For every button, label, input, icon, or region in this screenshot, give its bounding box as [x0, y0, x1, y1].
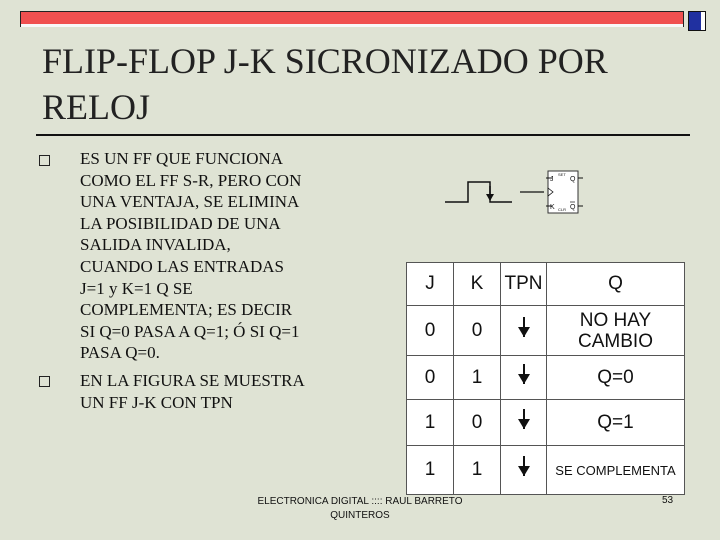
title-line-1: FLIP-FLOP J-K SICRONIZADO POR: [42, 41, 608, 81]
cell-j: 0: [407, 356, 454, 400]
cell-tpn: [501, 400, 547, 446]
cell-j: 0: [407, 306, 454, 356]
pin-q-label: Q: [570, 176, 576, 183]
table-row: [407, 400, 685, 446]
header-q: Q: [547, 263, 685, 306]
cell-j: 1: [407, 400, 454, 446]
cell-k: 1: [454, 446, 501, 495]
corner-decorative-box: [688, 11, 706, 31]
header-tpn: TPN: [501, 263, 547, 306]
title-underline: [36, 134, 690, 136]
footer-credit: [250, 495, 470, 523]
bullet-square-icon: [39, 155, 50, 166]
footer-line-1: ELECTRONICA DIGITAL :::: RAUL BARRETO: [257, 496, 463, 507]
cell-k: 0: [454, 400, 501, 446]
cell-j: 1: [407, 446, 454, 495]
down-arrow-icon: [518, 456, 530, 478]
page-number: 53: [662, 495, 674, 506]
table-row: [407, 306, 685, 356]
top-decorative-bar: [20, 11, 684, 27]
cell-tpn: [501, 356, 547, 400]
footer-line-2: QUINTEROS: [330, 510, 390, 521]
bullet-text-2: EN LA FIGURA SE MUESTRA UN FF J-K CON TPN: [80, 371, 305, 412]
down-arrow-icon: [518, 317, 530, 339]
header-j: J: [407, 263, 454, 306]
table-header-row: [407, 263, 685, 306]
cell-tpn: [501, 306, 547, 356]
header-k: K: [454, 263, 501, 306]
slide-title: [42, 38, 692, 130]
set-label: SET: [558, 172, 566, 177]
down-arrow-icon: [518, 364, 530, 386]
table-row: [407, 356, 685, 400]
down-arrow-icon: [518, 409, 530, 431]
q-line-2: CAMBIO: [578, 330, 653, 352]
cell-q: SE COMPLEMENTA: [547, 446, 685, 495]
q-line-1: NO HAY: [579, 309, 652, 331]
pin-j-label: J: [550, 176, 554, 183]
cell-k: 0: [454, 306, 501, 356]
cell-q: Q=0: [547, 356, 685, 400]
falling-edge-arrow-icon: [486, 194, 494, 201]
bullet-square-icon: [39, 376, 50, 387]
table-row: [407, 446, 685, 495]
pin-qbar-label: Q: [570, 204, 576, 211]
cell-q: Q=1: [547, 400, 685, 446]
clr-label: CLR: [558, 207, 567, 212]
title-line-2: RELOJ: [42, 87, 150, 127]
pin-k-label: K: [550, 204, 555, 211]
cell-k: 1: [454, 356, 501, 400]
truth-table: [406, 262, 685, 495]
cell-tpn: [501, 446, 547, 495]
cell-q: [547, 306, 685, 356]
clock-pulse-waveform: [445, 182, 512, 202]
bullet-text-1: ES UN FF QUE FUNCIONA COMO EL FF S-R, PERO CON UNA VENTAJA, SE ELIMINA LA POSIBILIDAD DE UNA SALIDA INVALIDA, CUANDO LAS ENTRADAS J=1 y K=1 Q SE COMPLEMENTA; ES DECIR SI Q=0 PASA A Q=1; Ó SI Q=1 PASA Q=0.: [80, 149, 302, 363]
jk-flipflop-symbol: [440, 166, 585, 218]
